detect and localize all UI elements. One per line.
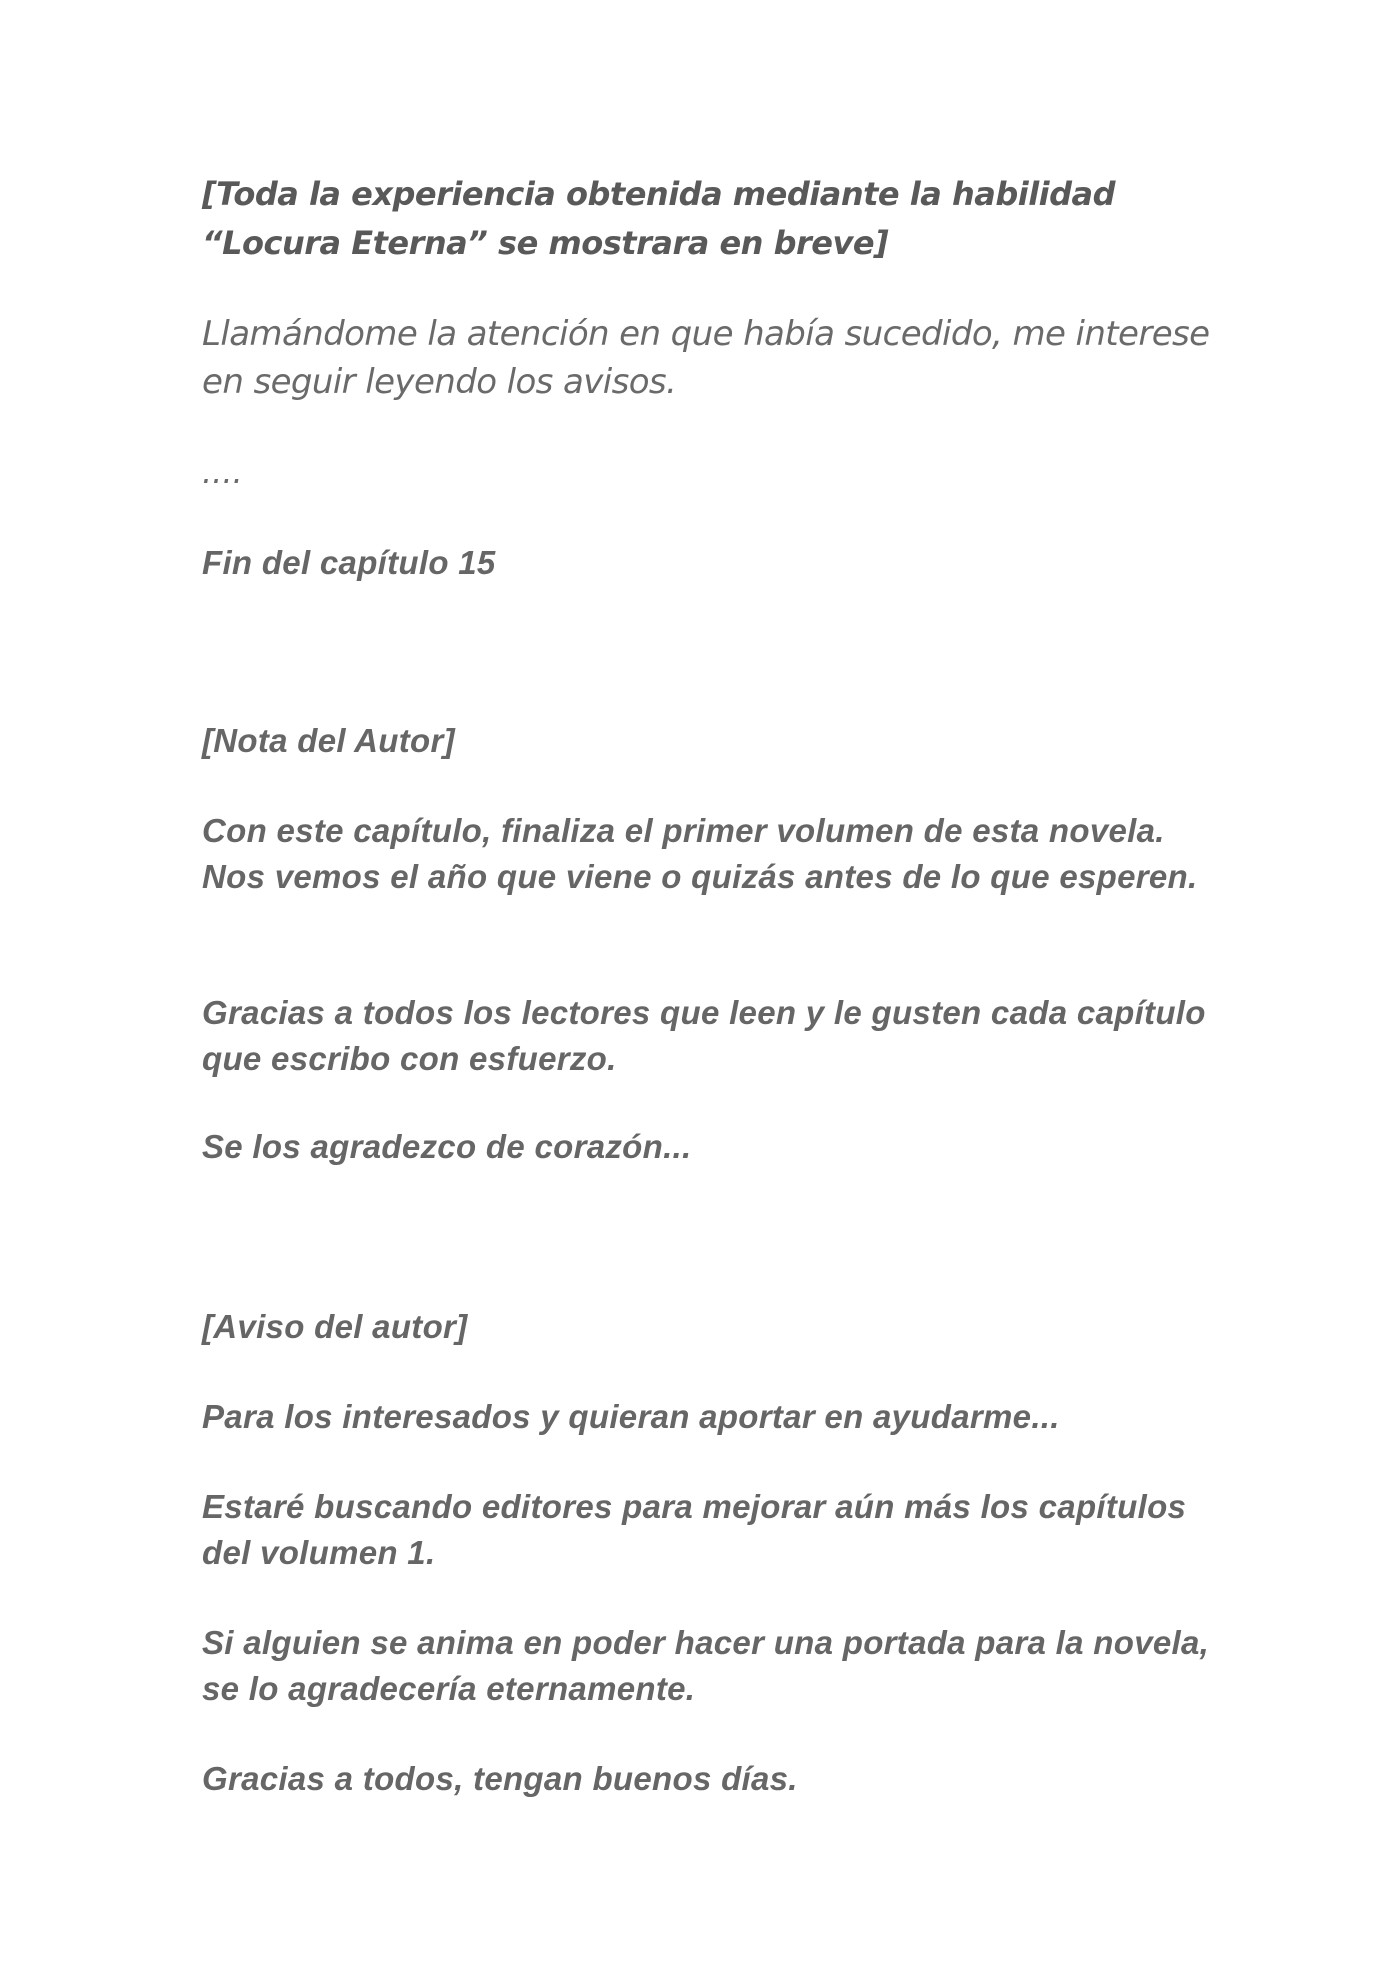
- ellipsis: ....: [202, 453, 243, 491]
- author-notice-paragraph: Para los interesados y quieran aportar en ayudarme...: [202, 1398, 1060, 1435]
- skill-notice: [Toda la experiencia obtenida mediante la habilidad “Locura Eterna” se mostrara en breve]: [202, 175, 1116, 262]
- author-note-heading: [Nota del Autor]: [202, 722, 455, 759]
- author-note-paragraph: Gracias a todos los lectores que leen y le gusten cada capítulo que escribo con esfuerzo.: [202, 994, 1206, 1077]
- author-notice-paragraph: Gracias a todos, tengan buenos días.: [202, 1760, 798, 1797]
- author-notice-paragraph: Si alguien se anima en poder hacer una portada para la novela, se lo agradecería eternamente.: [202, 1624, 1210, 1707]
- author-note-paragraph: Con este capítulo, finaliza el primer volumen de esta novela. Nos vemos el año que viene o quizás antes de lo que esperen.: [202, 812, 1198, 895]
- narrative-paragraph: Llamándome la atención en que había sucedido, me interese en seguir leyendo los avisos.: [202, 314, 1210, 402]
- author-note-paragraph: Se los agradezco de corazón...: [202, 1128, 692, 1165]
- author-notice-heading: [Aviso del autor]: [202, 1308, 468, 1345]
- author-notice-paragraph: Estaré buscando editores para mejorar aún más los capítulos del volumen 1.: [202, 1488, 1187, 1571]
- chapter-end: Fin del capítulo 15: [202, 544, 496, 581]
